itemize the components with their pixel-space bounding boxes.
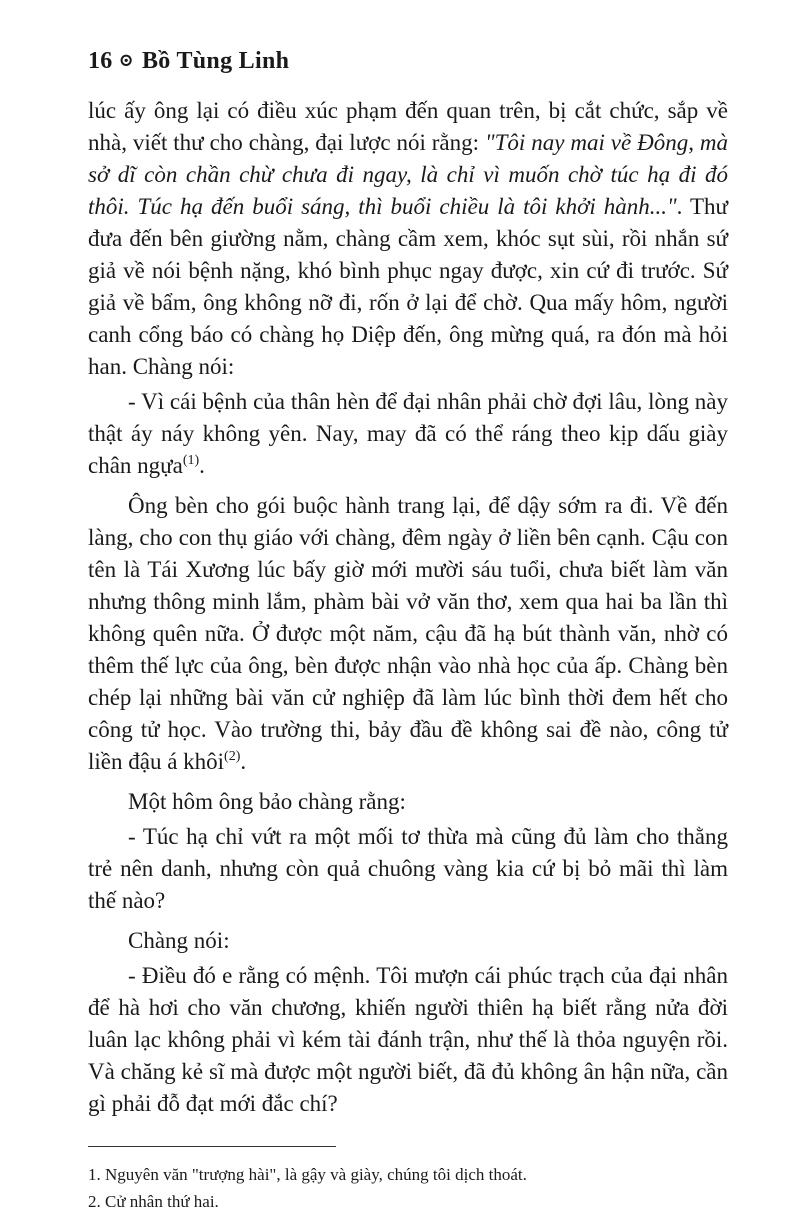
paragraph-6: Chàng nói: xyxy=(128,928,230,953)
footnote-ref-1: (1) xyxy=(182,453,200,468)
paragraph-3 xyxy=(88,490,728,778)
book-page xyxy=(88,48,728,1215)
head-separator-icon: ⊙ xyxy=(118,50,134,70)
paragraph-1-text: lúc ấy ông lại có điều xúc phạm đến quan trên, bị cắt chức, sắp về nhà, viết thư cho chàng, đại lược nói rằng: xyxy=(88,98,728,155)
footnote-ref-2: (2) xyxy=(224,749,241,764)
paragraph-3-text: Ông bèn cho gói buộc hành trang lại, để dậy sớm ra đi. Về đến làng, cho con thụ giáo với chàng, đêm ngày ở liền bên cạnh. Cậu con tên là Tái Xương lúc bấy giờ mới mười sáu tuổi, chưa biết làm văn nhưng thông minh lắm, phàm bài vở văn thơ, xem qua hai ba lần thì không quên nữa. Ở được một năm, cậu đã hạ bút thành văn, nhờ có thêm thế lực của ông, bèn được nhận vào nhà học của ấp. Chàng bèn chép lại những bài văn cử nghiệp đã làm lúc bình thời đem hết cho công tử học. Vào trường thi, bảy đầu đề không sai đề nào, công tử liền đậu á khôi xyxy=(88,493,728,774)
body-text xyxy=(88,95,728,1120)
paragraph-3-end: . xyxy=(240,749,247,774)
paragraph-2-end: . xyxy=(199,453,205,478)
page-number: 16 xyxy=(88,48,113,74)
paragraph-5: - Túc hạ chỉ vứt ra một mối tơ thừa mà cũng đủ làm cho thằng trẻ nên danh, nhưng còn quả chuông vàng kia cứ bị bỏ mãi thì làm thế nào? xyxy=(88,824,728,913)
letter-quote: "Tôi nay mai về Đông, mà sở dĩ còn chần chừ chưa đi ngay, là chỉ vì muốn chờ túc hạ đi đó thôi. Túc hạ đến buổi sáng, thì buổi chiều là tôi khởi hành..." xyxy=(88,130,728,219)
book-author-title: Bồ Tùng Linh xyxy=(142,48,290,74)
running-head xyxy=(88,48,728,75)
paragraph-2 xyxy=(88,386,728,482)
footnotes xyxy=(88,1161,728,1215)
footnote-divider xyxy=(88,1146,336,1147)
footnote-1: 1. Nguyên văn "trượng hài", là gậy và giày, chúng tôi dịch thoát. xyxy=(88,1165,527,1184)
footnote-2: 2. Cử nhân thứ hai. xyxy=(88,1192,219,1211)
paragraph-1-text-cont: . Thư đưa đến bên giường nằm, chàng cầm xem, khóc sụt sùi, rồi nhắn sứ giả về nói bệnh nặng, khó bình phục ngay được, xin cứ đi trước. Sứ giả về bẩm, ông không nỡ đi, rốn ở lại để chờ. Qua mấy hôm, người canh cổng báo có chàng họ Diệp đến, ông mừng quá, ra đón mà hỏi han. Chàng nói: xyxy=(88,194,728,379)
paragraph-1 xyxy=(88,95,728,383)
paragraph-2-text: - Vì cái bệnh của thân hèn để đại nhân phải chờ đợi lâu, lòng này thật áy náy không yên. Nay, may đã có thể ráng theo kịp dấu giày chân ngựa xyxy=(88,389,728,478)
paragraph-4: Một hôm ông bảo chàng rằng: xyxy=(128,789,406,814)
paragraph-7: - Điều đó e rằng có mệnh. Tôi mượn cái phúc trạch của đại nhân để hà hơi cho văn chương, khiến người thiên hạ biết rằng nửa đời luân lạc không phải vì kém tài đánh trận, như thế là thỏa nguyện rồi. Và chăng kẻ sĩ mà được một người biết, đã đủ không ân hận nữa, cần gì phải đỗ đạt mới đắc chí? xyxy=(88,963,728,1116)
